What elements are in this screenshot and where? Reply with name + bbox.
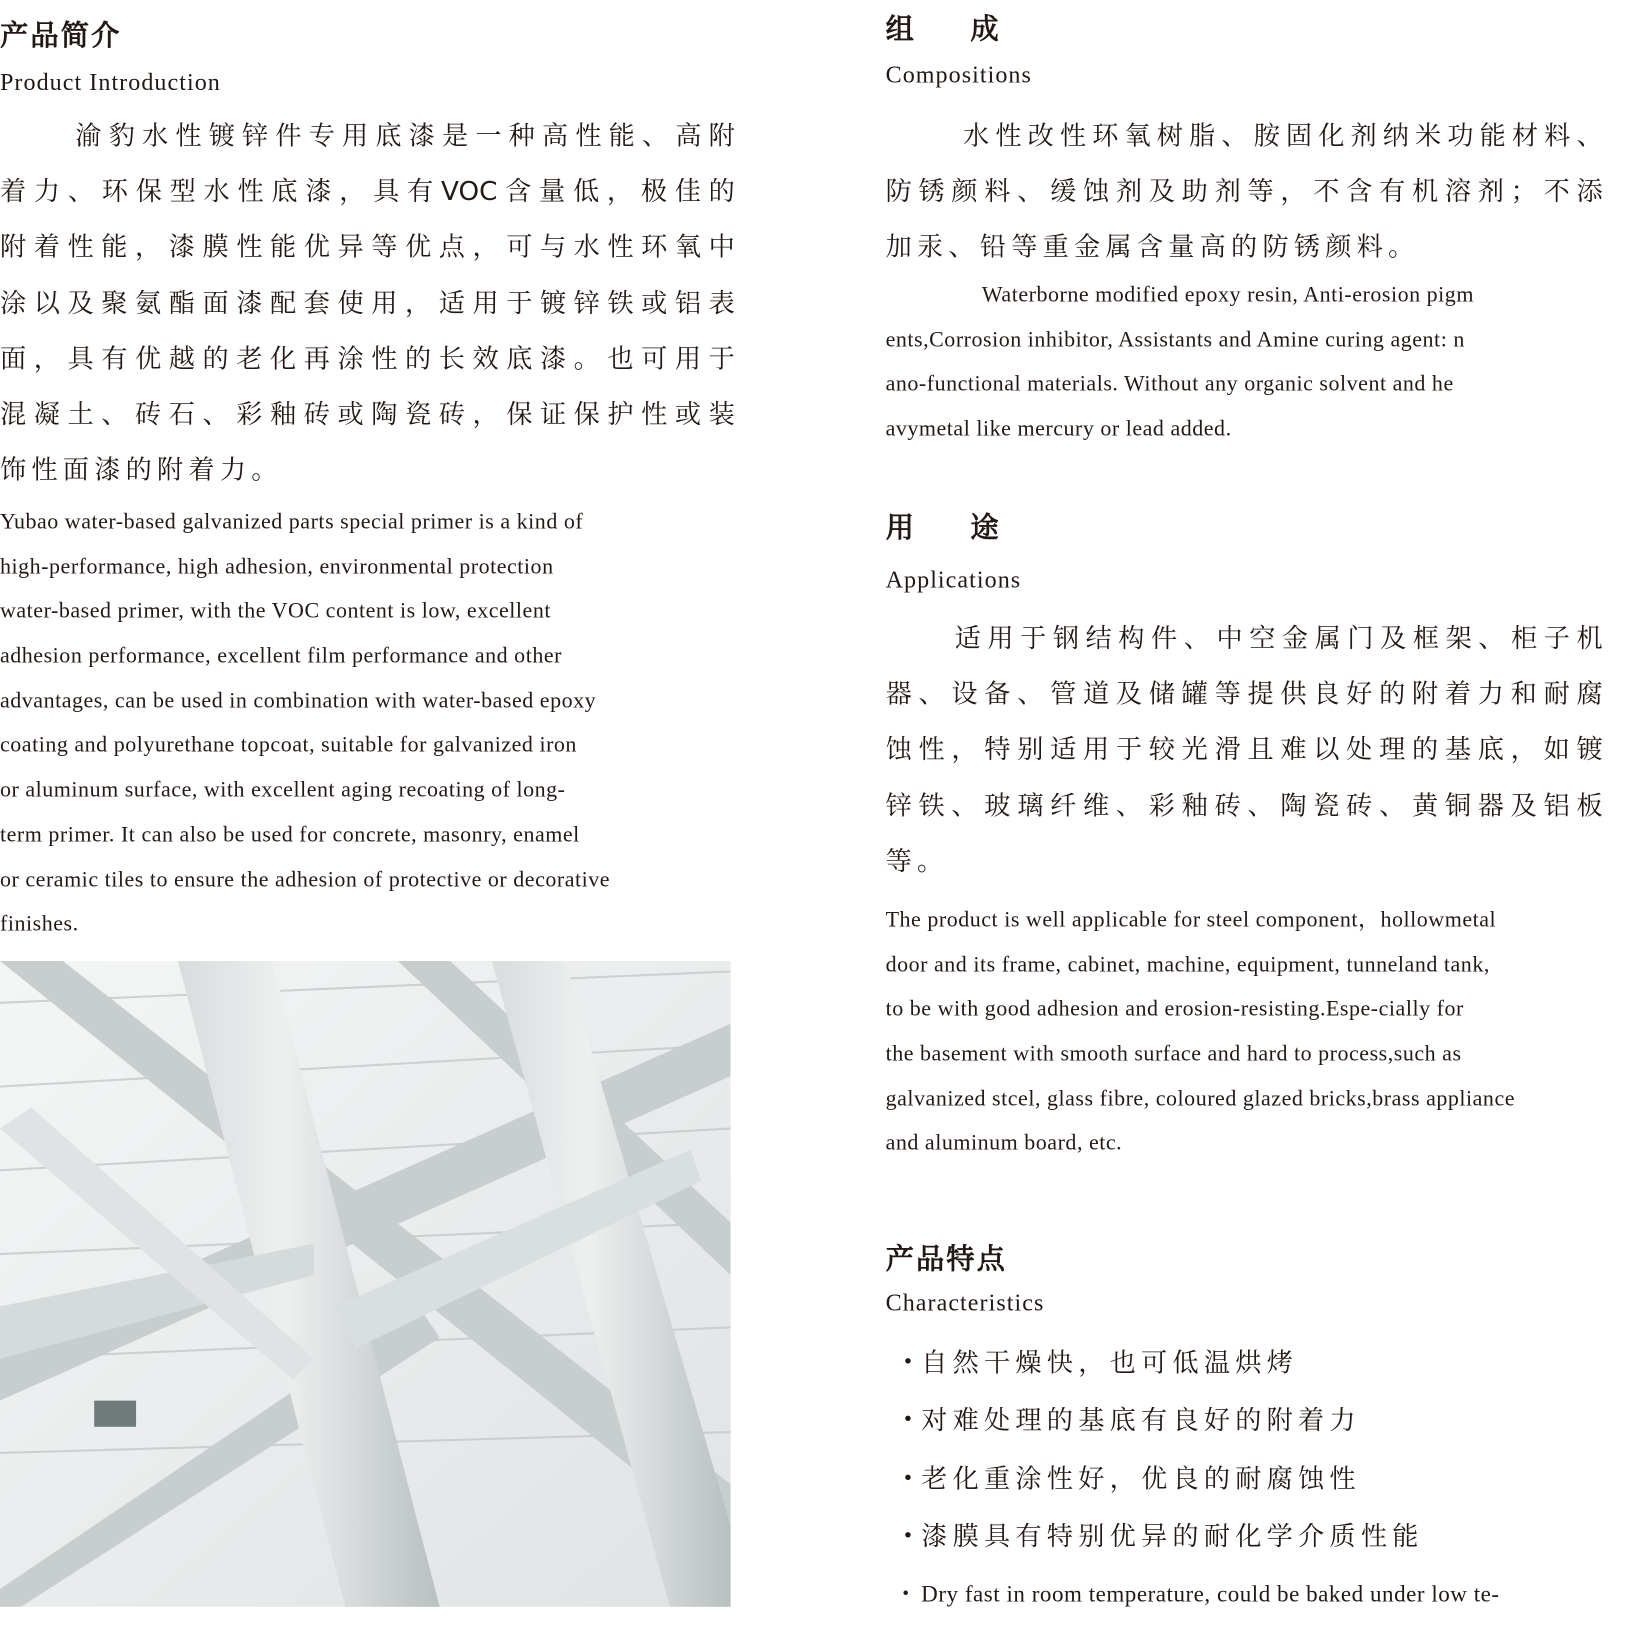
list-item-text: 老化重涂性好，优良的耐腐蚀性 — [921, 1463, 1361, 1494]
characteristics-list — [902, 1334, 1633, 1623]
characteristics-title-en: Characteristics — [885, 1289, 1045, 1316]
text-line: 等。 — [885, 845, 949, 876]
list-item — [902, 1449, 1633, 1507]
text-line: adhesion performance, excellent film performance and other — [0, 642, 562, 668]
compositions-cn-text — [886, 108, 1603, 275]
text-line: door and its frame, cabinet, machine, equipment, tunneland tank, — [885, 951, 1490, 977]
text-line: advantages, can be used in combination with water-based epoxy — [0, 687, 597, 713]
text-line: 加汞、铅等重金属含量高的防锈颜料。 — [885, 231, 1420, 263]
intro-title-cn: 产品简介 — [0, 19, 122, 53]
text-line: 蚀性，特别适用于较光滑且难以处理的基底，如镀 — [885, 734, 1603, 765]
text-line: to be with good adhesion and erosion-resisting.Espe-cially for — [885, 995, 1464, 1022]
text-line: and aluminum board, etc. — [885, 1129, 1123, 1156]
list-item — [902, 1565, 1633, 1623]
characteristics-title-cn: 产品特点 — [885, 1243, 1008, 1277]
text-line: Waterborne modified epoxy resin, Anti-erosion pigm — [981, 281, 1474, 307]
text-line: 锌铁、玻璃纤维、彩釉砖、陶瓷砖、黄铜器及铝板 — [885, 789, 1603, 821]
applications-title-cn: 用 途 — [885, 511, 999, 545]
compositions-en-text — [886, 272, 1619, 451]
text-line: term primer. It can also be used for concrete, masonry, enamel — [0, 821, 580, 847]
text-line: 适用于钢结构件、中空金属门及框架、柜子机 — [954, 622, 1603, 654]
intro-title-en: Product Introduction — [0, 69, 221, 96]
text-line: 饰性面漆的附着力。 — [0, 454, 283, 485]
compositions-title-en: Compositions — [885, 61, 1032, 88]
text-line: 面，具有优越的老化再涂性的长效底漆。也可用于 — [0, 343, 735, 374]
text-line: high-performance, high adhesion, environmental protection — [0, 553, 554, 579]
text-line: or aluminum surface, with excellent aging recoating of long- — [0, 776, 566, 802]
text-line: galvanized stcel, glass fibre, coloured glazed bricks,brass appliance — [885, 1085, 1516, 1111]
intro-en-text — [0, 499, 733, 946]
text-line: 水性改性环氧树脂、胺固化剂纳米功能材料、 — [963, 120, 1603, 151]
text-line: 渝豹水性镀锌件专用底漆是一种高性能、高附 — [75, 120, 735, 151]
list-item — [902, 1334, 1633, 1392]
text-line: finishes. — [0, 910, 79, 937]
bullet-icon: • — [902, 1351, 919, 1374]
bullet-icon: • — [902, 1525, 919, 1548]
text-line: water-based primer, with the VOC content is low, excellent — [0, 598, 551, 624]
text-line: coating and polyurethane topcoat, suitable for galvanized iron — [0, 732, 577, 758]
text-line: 混凝土、砖石、彩釉砖或陶瓷砖，保证保护性或装 — [0, 398, 735, 430]
list-item-text: 对难处理的基底有良好的附着力 — [921, 1405, 1361, 1436]
text-line: Yubao water-based galvanized parts special primer is a kind of — [0, 508, 584, 534]
list-item-text: 漆膜具有特别优异的耐化学介质性能 — [921, 1520, 1424, 1552]
text-line: or ceramic tiles to ensure the adhesion of protective or decorative — [0, 866, 611, 892]
bullet-icon: • — [902, 1467, 919, 1490]
intro-cn-text — [0, 108, 735, 498]
text-line: 涂以及聚氨酯面漆配套使用，适用于镀锌铁或铝表 — [0, 287, 735, 318]
steel-structure-photo — [0, 961, 731, 1607]
text-line: The product is well applicable for steel component，hollowmetal — [885, 906, 1497, 932]
text-line: avymetal like mercury or lead added. — [885, 415, 1232, 441]
bullet-icon: • — [902, 1409, 919, 1432]
text-line: the basement with smooth surface and hard to process,such as — [885, 1040, 1462, 1066]
text-line: ano-functional materials. Without any organic solvent and he — [885, 370, 1454, 397]
text-line: ents,Corrosion inhibitor, Assistants and Amine curing agent: n — [885, 326, 1465, 352]
bullet-icon: • — [902, 1582, 910, 1604]
list-item — [902, 1507, 1633, 1565]
list-item-text: Dry fast in room temperature, could be baked under low te- — [921, 1580, 1500, 1608]
text-line: 防锈颜料、缓蚀剂及助剂等，不含有机溶剂；不添 — [885, 176, 1603, 207]
applications-title-en: Applications — [885, 566, 1022, 593]
text-line: 附着性能，漆膜性能优异等优点，可与水性环氧中 — [0, 231, 735, 263]
text-line: 着力、环保型水性底漆，具有VOC含量低，极佳的 — [0, 176, 735, 207]
text-line: 器、设备、管道及储罐等提供良好的附着力和耐腐 — [885, 678, 1603, 709]
list-item — [902, 1392, 1633, 1450]
list-item-text: 自然干燥快，也可低温烘烤 — [921, 1347, 1299, 1378]
applications-cn-text — [886, 610, 1603, 888]
applications-en-text — [886, 897, 1619, 1165]
compositions-title-cn: 组 成 — [885, 13, 999, 47]
